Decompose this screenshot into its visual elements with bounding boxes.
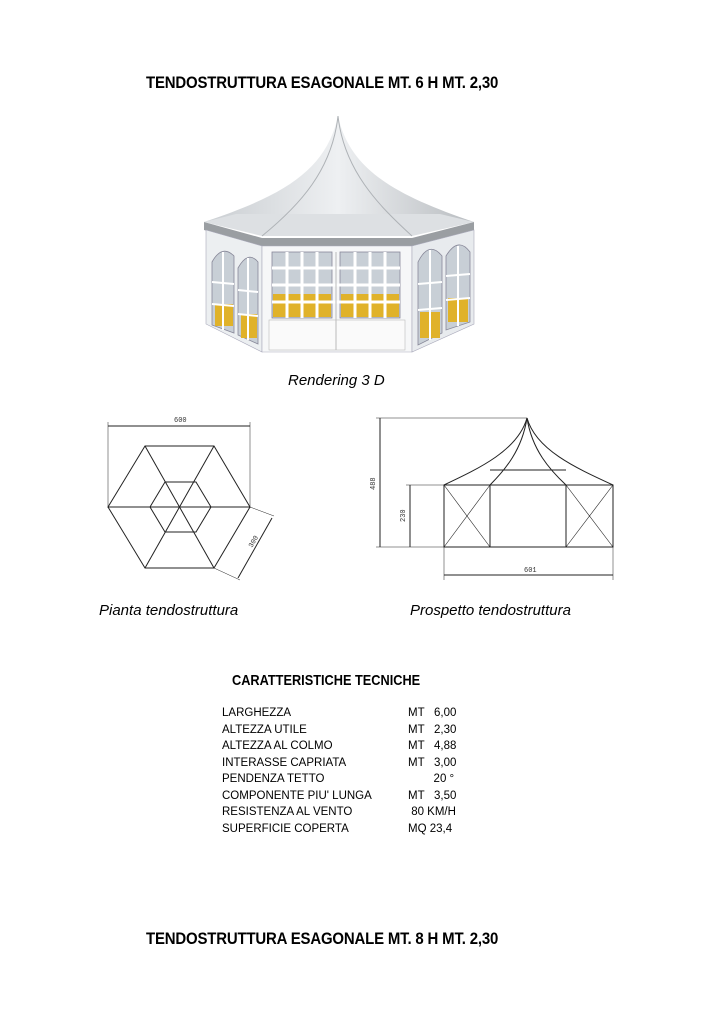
elev-width-label: 601 xyxy=(524,567,537,575)
page-title-top: TENDOSTRUTTURA ESAGONALE MT. 6 H MT. 2,30 xyxy=(146,73,499,92)
spec-label: ALTEZZA UTILE xyxy=(222,723,307,736)
page-title-bottom: TENDOSTRUTTURA ESAGONALE MT. 8 H MT. 2,30 xyxy=(146,929,499,948)
spec-label: LARGHEZZA xyxy=(222,707,292,719)
spec-label: INTERASSE CAPRIATA xyxy=(222,756,347,769)
spec-value: MT 4,88 xyxy=(408,740,457,752)
spec-row xyxy=(222,705,456,722)
spec-value: MQ 23,4 xyxy=(408,822,453,835)
plan-side-label: 300 xyxy=(247,534,261,550)
spec-label: SUPERFICIE COPERTA xyxy=(222,822,349,835)
spec-value: MT 6,00 xyxy=(408,707,457,719)
elev-wall-height-label: 230 xyxy=(400,509,408,522)
spec-label: ALTEZZA AL COLMO xyxy=(222,740,333,752)
spec-value: 80 KM/H xyxy=(408,806,456,818)
caption-rendering: Rendering 3 D xyxy=(288,372,385,389)
specs-table xyxy=(222,705,456,837)
spec-row xyxy=(222,722,456,739)
caption-plan: Pianta tendostruttura xyxy=(99,602,239,619)
spec-row xyxy=(222,771,456,788)
elev-ridge-height-label: 488 xyxy=(370,477,378,490)
spec-row xyxy=(222,755,456,772)
spec-value: MT 3,50 xyxy=(408,789,457,802)
spec-row xyxy=(222,804,456,821)
spec-label: RESISTENZA AL VENTO xyxy=(222,806,353,818)
spec-label: PENDENZA TETTO xyxy=(222,773,325,785)
caption-elevation: Prospetto tendostruttura xyxy=(410,602,571,619)
spec-row xyxy=(222,821,456,838)
spec-value: 20 ° xyxy=(408,773,455,785)
spec-value: MT 3,00 xyxy=(408,756,457,769)
spec-label: COMPONENTE PIU' LUNGA xyxy=(222,789,372,802)
spec-value: MT 2,30 xyxy=(408,723,457,736)
plan-width-label: 600 xyxy=(174,417,187,425)
spec-row xyxy=(222,788,456,805)
specs-title: CARATTERISTICHE TECNICHE xyxy=(232,672,421,689)
spec-row xyxy=(222,738,456,755)
